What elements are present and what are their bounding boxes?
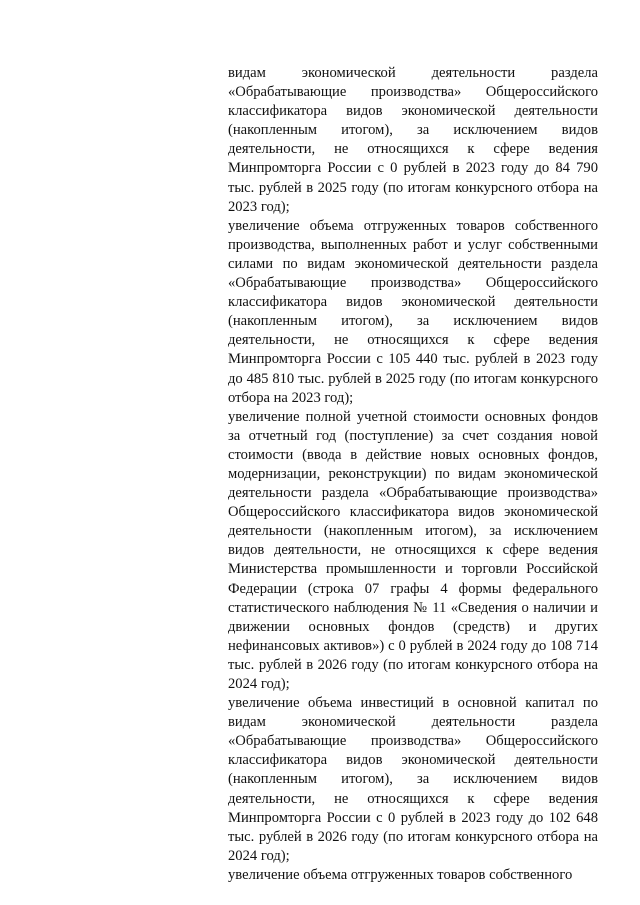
paragraph-investment-indicator: увеличение объема инвестиций в основной капитал по видам экономической деятельности раздела «Обрабатывающие производства» Общероссийского классификатора видов экономической деятельности (накопленным итогом), за исключением видов деятельности, не относящихся к сфере ведения Минпромторга России с 0 рублей в 2023 году до 102 648 тыс. рублей в 2026 году (по итогам конкурсного отбора на 2024 год); xyxy=(228,695,598,864)
text-column xyxy=(228,64,598,885)
paragraph-shipped-goods-indicator: увеличение объема отгруженных товаров собственного производства, выполненных работ и услуг собственными силами по видам экономической деятельности раздела «Обрабатывающие производства» Общероссийского классификатора видов экономической деятельности (накопленным итогом), за исключением видов деятельности, не относящихся к сфере ведения Минпромторга России с 105 440 тыс. рублей в 2023 году до 485 810 тыс. рублей в 2025 году (по итогам конкурсного отбора на 2023 год); xyxy=(228,217,598,406)
paragraph-shipped-goods-continued: увеличение объема отгруженных товаров собственного xyxy=(228,866,573,883)
paragraph-manufacturing-indicator-1: видам экономической деятельности раздела «Обрабатывающие производства» Общероссийского классификатора видов экономической деятельности (накопленным итогом), за исключением видов деятельности, не относящихся к сфере ведения Минпромторга России с 0 рублей в 2023 году до 84 790 тыс. рублей в 2025 году (по итогам конкурсного отбора на 2023 год); xyxy=(228,65,598,215)
paragraph-fixed-assets-indicator: увеличение полной учетной стоимости основных фондов за отчетный год (поступление) за счет создания новой стоимости (ввода в действие новых основных фондов, модернизации, реконструкции) по видам экономической деятельности раздела «Обрабатывающие производства» Общероссийского классификатора видов экономической деятельности (накопленным итогом), за исключением видов деятельности, не относящихся к сфере ведения Министерства промышленности и торговли Российской Федерации (строка 07 графы 4 формы федерального статистического наблюдения № 11 «Сведения о наличии и движении основных фондов (средств) и других нефинансовых активов») с 0 рублей в 2024 году до 108 714 тыс. рублей в 2026 году (по итогам конкурсного отбора на 2024 год); xyxy=(228,408,598,692)
